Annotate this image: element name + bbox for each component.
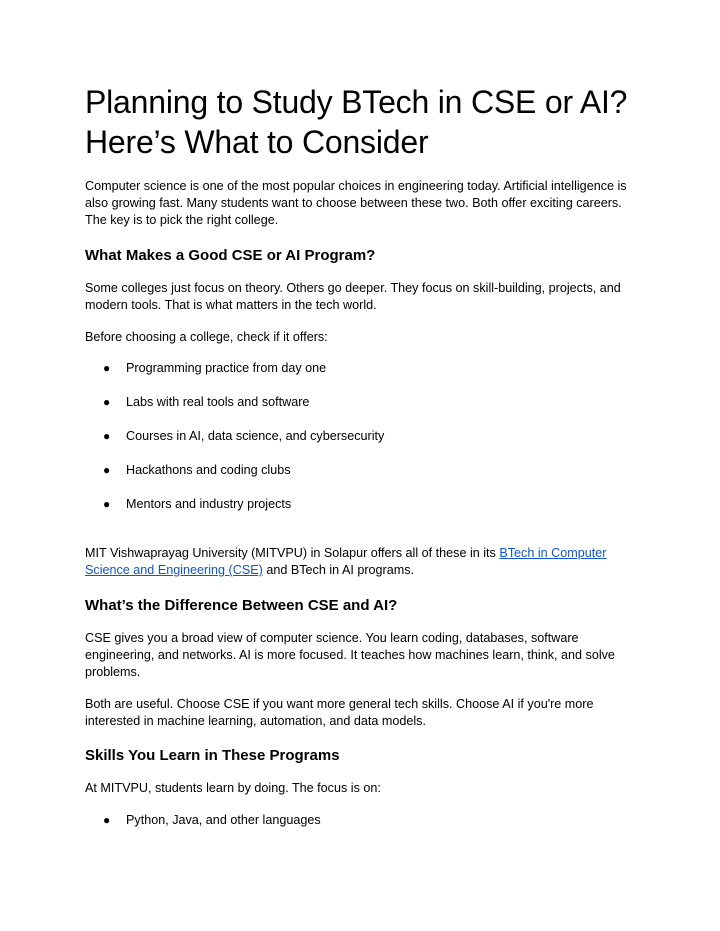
page-title: Planning to Study BTech in CSE or AI? Here’s What to Consider	[85, 84, 628, 160]
section2-paragraph-1: CSE gives you a broad view of computer science. You learn coding, databases, software engineering, and networks. AI is more focused. It teaches how machines learn, think, and solve problems.	[85, 631, 615, 679]
list-item-label: Programming practice from day one	[126, 361, 327, 375]
section-heading-good-program: What Makes a Good CSE or AI Program?	[85, 247, 376, 264]
mitvpu-text-after: and BTech in AI programs.	[262, 563, 415, 577]
bullet-icon: ●	[103, 361, 111, 375]
section3-paragraph-1: At MITVPU, students learn by doing. The focus is on:	[85, 781, 381, 795]
bullet-icon: ●	[103, 429, 111, 443]
mitvpu-text-before: MIT Vishwaprayag University (MITVPU) in Solapur offers all of these in its	[85, 546, 500, 560]
intro-paragraph: Computer science is one of the most popular choices in engineering today. Artificial intelligence is also growing fast. Many students want to choose between these two. Both offer exciting careers. The key is to pick the right college.	[85, 179, 627, 227]
list-item-label: Labs with real tools and software	[126, 395, 310, 409]
mitvpu-paragraph	[85, 545, 645, 579]
section2-paragraph-2: Both are useful. Choose CSE if you want more general tech skills. Choose AI if you're more interested in machine learning, automation, and data models.	[85, 697, 594, 728]
bullet-icon: ●	[103, 813, 111, 827]
bullet-icon: ●	[103, 395, 111, 409]
list-item-label: Python, Java, and other languages	[126, 813, 321, 827]
list-item-label: Courses in AI, data science, and cybersecurity	[126, 429, 385, 443]
bullet-icon: ●	[103, 463, 111, 477]
section1-paragraph-1: Some colleges just focus on theory. Others go deeper. They focus on skill-building, projects, and modern tools. That is what matters in the tech world.	[85, 281, 621, 312]
section1-paragraph-2: Before choosing a college, check if it offers:	[85, 330, 328, 344]
btech-cse-link[interactable]: BTech in Computer Science and Engineering (CSE)	[85, 546, 607, 577]
list-item	[103, 462, 291, 479]
list-item-label: Mentors and industry projects	[126, 497, 292, 511]
list-item	[103, 812, 321, 829]
list-item	[103, 428, 384, 445]
list-item	[103, 496, 291, 513]
bullet-icon: ●	[103, 497, 111, 511]
section-heading-skills: Skills You Learn in These Programs	[85, 747, 340, 764]
list-item-label: Hackathons and coding clubs	[126, 463, 291, 477]
list-item	[103, 360, 326, 377]
section-heading-difference: What’s the Difference Between CSE and AI?	[85, 597, 398, 614]
list-item	[103, 394, 309, 411]
